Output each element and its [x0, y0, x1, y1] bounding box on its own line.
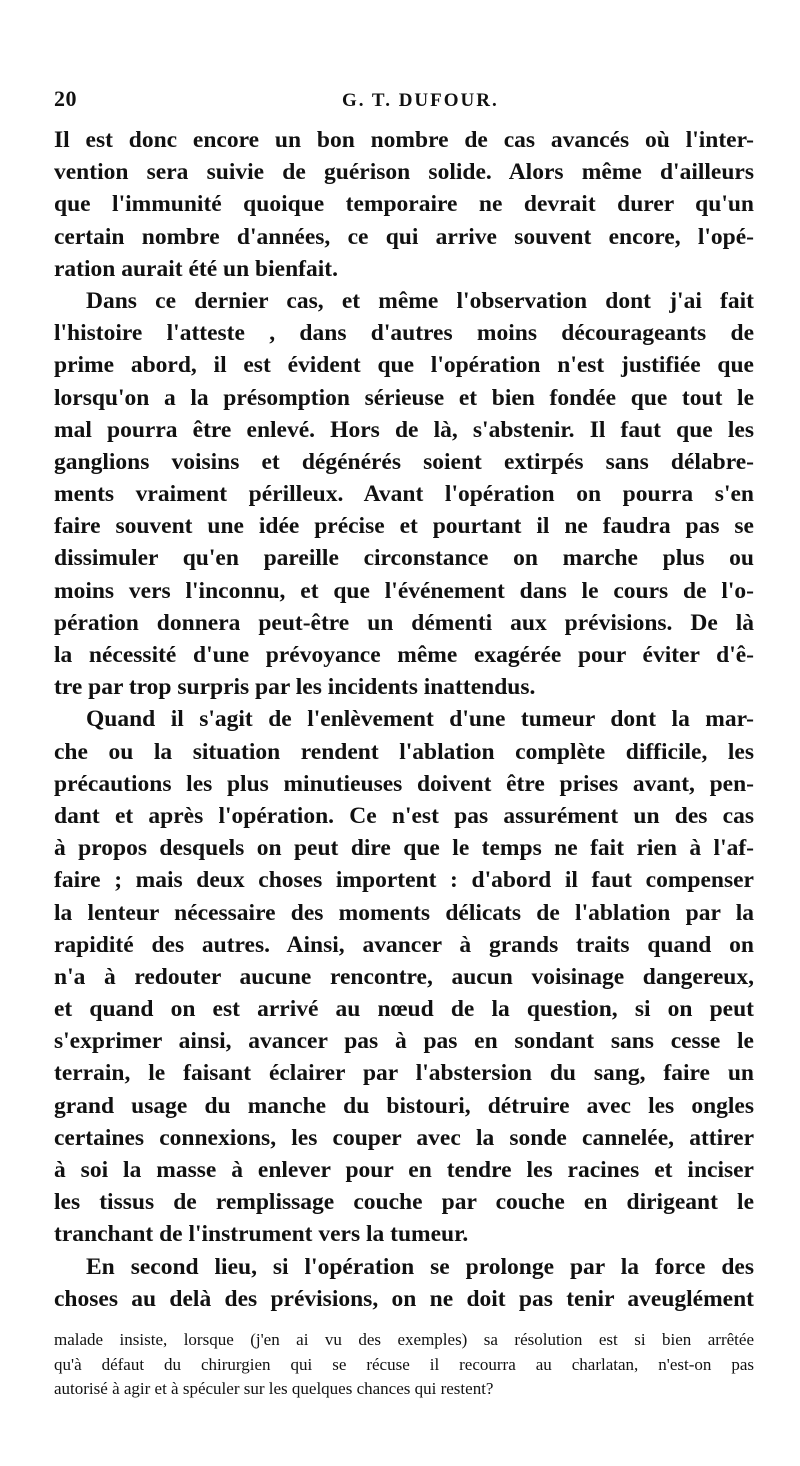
text-line: ganglions voisins et dégénérés soient extirpés sans délabre- — [54, 448, 754, 475]
text-line: rapidité des autres. Ainsi, avancer à grands traits quand on — [54, 931, 754, 958]
page-number: 20 — [54, 86, 77, 111]
footnote — [54, 1328, 754, 1402]
text-line: à propos desquels on peut dire que le temps ne fait rien à l'af- — [54, 835, 754, 862]
text-line: moins vers l'inconnu, et que l'événement dans le cours de l'o- — [54, 577, 754, 604]
text-line: choses au delà des prévisions, on ne doit pas tenir aveuglément — [54, 1285, 754, 1312]
text-line: ments vraiment périlleux. Avant l'opération on pourra s'en — [54, 481, 754, 508]
text-line: les tissus de remplissage couche par couche en dirigeant le — [54, 1189, 754, 1216]
text-line: que l'immunité quoique temporaire ne devrait durer qu'un — [54, 191, 754, 218]
body-text — [54, 124, 754, 1315]
text-line: n'a à redouter aucune rencontre, aucun voisinage dangereux, — [54, 963, 754, 990]
text-line: dissimuler qu'en pareille circonstance on marche plus ou — [54, 545, 754, 572]
text-line: terrain, le faisant éclairer par l'abstersion du sang, faire un — [54, 1060, 754, 1087]
footnote-line: qu'à défaut du chirurgien qui se récuse il recourra au charlatan, n'est-on pas — [54, 1354, 754, 1374]
footnote-line: malade insiste, lorsque (j'en ai vu des exemples) sa résolution est si bien arrêtée — [54, 1330, 754, 1349]
text-line: la nécessité d'une prévoyance même exagérée pour éviter d'ê- — [54, 642, 754, 668]
text-line: et quand on est arrivé au nœud de la question, si on peut — [54, 996, 754, 1023]
text-line: faire ; mais deux choses importent : d'abord il faut compenser — [54, 867, 754, 894]
text-line: pération donnera peut-être un démenti aux prévisions. De là — [54, 609, 754, 636]
text-line: Quand il s'agit de l'enlèvement d'une tumeur dont la mar- — [86, 706, 754, 733]
text-line: tre par trop surpris par les incidents inattendus. — [54, 674, 536, 701]
page-header — [54, 86, 754, 116]
text-line: s'exprimer ainsi, avancer pas à pas en sondant sans cesse le — [54, 1028, 754, 1055]
text-line: certaines connexions, les couper avec la sonde cannelée, attirer — [54, 1124, 754, 1151]
text-line: l'histoire l'atteste , dans d'autres moins décourageants de — [54, 320, 754, 347]
text-line: grand usage du manche du bistouri, détruire avec les ongles — [54, 1092, 754, 1119]
text-line: mal pourra être enlevé. Hors de là, s'abstenir. Il faut que les — [54, 416, 754, 443]
text-line: Il est donc encore un bon nombre de cas avancés où l'inter- — [54, 127, 754, 153]
text-line: Dans ce dernier cas, et même l'observation dont j'ai fait — [86, 287, 754, 314]
text-line: dant et après l'opération. Ce n'est pas assurément un des cas — [54, 802, 754, 829]
text-line: En second lieu, si l'opération se prolonge par la force des — [86, 1253, 754, 1280]
text-line: précautions les plus minutieuses doivent être prises avant, pen- — [54, 770, 754, 797]
text-line: faire souvent une idée précise et pourtant il ne faudra pas se — [54, 513, 754, 540]
text-line: che ou la situation rendent l'ablation complète difficile, les — [54, 738, 754, 765]
text-line: à soi la masse à enlever pour en tendre les racines et inciser — [54, 1157, 754, 1183]
text-line: certain nombre d'années, ce qui arrive souvent encore, l'opé- — [54, 223, 754, 250]
text-line: ration aurait été un bienfait. — [54, 255, 338, 282]
text-line: tranchant de l'instrument vers la tumeur. — [54, 1221, 469, 1248]
footnote-line: autorisé à agir et à spéculer sur les quelques chances qui restent? — [54, 1379, 494, 1398]
text-line: la lenteur nécessaire des moments délicats de l'ablation par la — [54, 899, 754, 926]
text-line: vention sera suivie de guérison solide. Alors même d'ailleurs — [54, 159, 754, 186]
text-line: lorsqu'on a la présomption sérieuse et bien fondée que tout le — [54, 384, 754, 411]
text-line: prime abord, il est évident que l'opération n'est justifiée que — [54, 352, 754, 379]
running-head: G. T. DUFOUR. — [342, 90, 499, 111]
